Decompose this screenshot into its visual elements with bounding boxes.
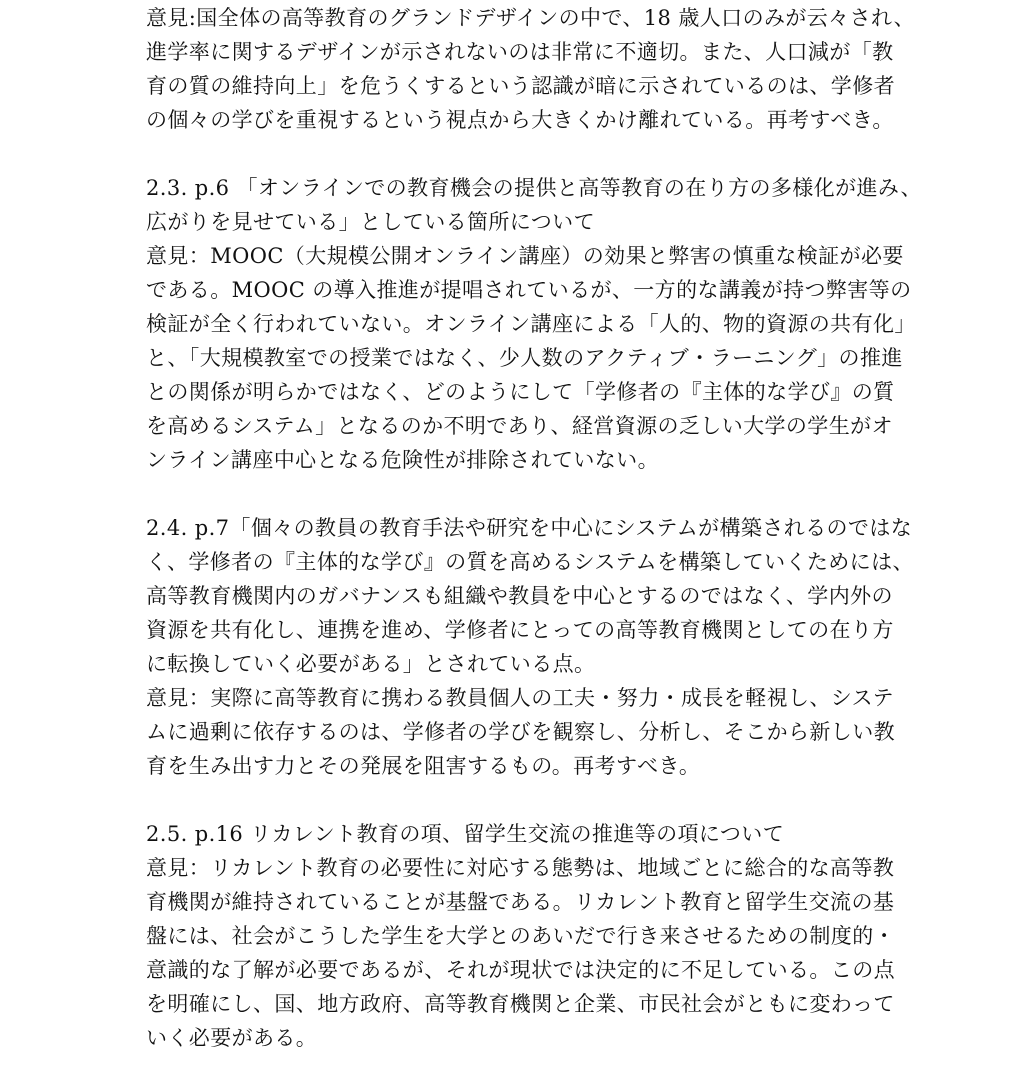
text-line: ムに過剰に依存するのは、学修者の学びを観察し、分析し、そこから新しい教 <box>146 720 895 744</box>
text-line: 広がりを見せている」としている箇所について <box>146 210 595 234</box>
section-2-4-heading: 2.4. p.7「個々の教員の教育手法や研究を中心にシステムが構築されるのではな <box>146 516 913 540</box>
text-line: く、学修者の『主体的な学び』の質を高めるシステムを構築していくためには、 <box>146 550 914 574</box>
text-line: ンライン講座中心となる危険性が排除されていない。 <box>146 448 659 472</box>
text-line: 検証が全く行われていない。オンライン講座による「人的、物的資源の共有化」 <box>146 312 916 336</box>
text-line: 意見：MOOC（大規模公開オンライン講座）の効果と弊害の慎重な検証が必要 <box>146 244 904 268</box>
text-line: 高等教育機関内のガバナンスも組織や教員を中心とするのではなく、学内外の <box>146 584 893 608</box>
section-2-3-heading: 2.3. p.6 「オンラインでの教育機会の提供と高等教育の在り方の多様化が進み、 <box>146 176 922 200</box>
text-line: 育を生み出す力とその発展を阻害するもの。再考すべき。 <box>146 754 701 778</box>
text-line: を高めるシステム」となるのか不明であり、経営資源の乏しい大学の学生がオ <box>146 414 893 438</box>
text-line: との関係が明らかではなく、どのようにして「学修者の『主体的な学び』の質 <box>146 380 895 404</box>
text-line: 育の質の維持向上」を危うくするという認識が暗に示されているのは、学修者 <box>146 74 895 98</box>
text-line: 意見：実際に高等教育に携わる教員個人の工夫・努力・成長を軽視し、システ <box>146 686 894 710</box>
text-line: の個々の学びを重視するという視点から大きくかけ離れている。再考すべき。 <box>146 108 894 132</box>
text-line: 意識的な了解が必要であるが、それが現状では決定的に不足している。この点 <box>146 958 895 982</box>
text-line: 進学率に関するデザインが示されないのは非常に不適切。また、人口減が「教 <box>146 40 894 64</box>
text-line: を明確にし、国、地方政府、高等教育機関と企業、市民社会がともに変わって <box>146 992 895 1016</box>
text-line: に転換していく必要がある」とされている点。 <box>146 652 596 676</box>
text-line: いく必要がある。 <box>146 1026 318 1050</box>
text-line: 盤には、社会がこうした学生を大学とのあいだで行き来させるための制度的・ <box>146 924 895 948</box>
text-line: 育機関が維持されていることが基盤である。リカレント教育と留学生交流の基 <box>146 890 895 914</box>
section-2-5-heading: 2.5. p.16 リカレント教育の項、留学生交流の推進等の項について <box>146 822 785 846</box>
text-line: と、「大規模教室での授業ではなく、少人数のアクティブ・ラーニング」の推進 <box>146 346 903 370</box>
text-line: 意見:国全体の高等教育のグランドデザインの中で、18 歳人口のみが云々され、 <box>146 6 916 30</box>
text-line: である。MOOC の導入推進が提唱されているが、一方的な講義が持つ弊害等の <box>146 278 912 302</box>
text-line: 資源を共有化し、連携を進め、学修者にとっての高等教育機関としての在り方 <box>146 618 894 642</box>
text-line: 意見：リカレント教育の必要性に対応する態勢は、地域ごとに総合的な高等教 <box>146 856 895 880</box>
